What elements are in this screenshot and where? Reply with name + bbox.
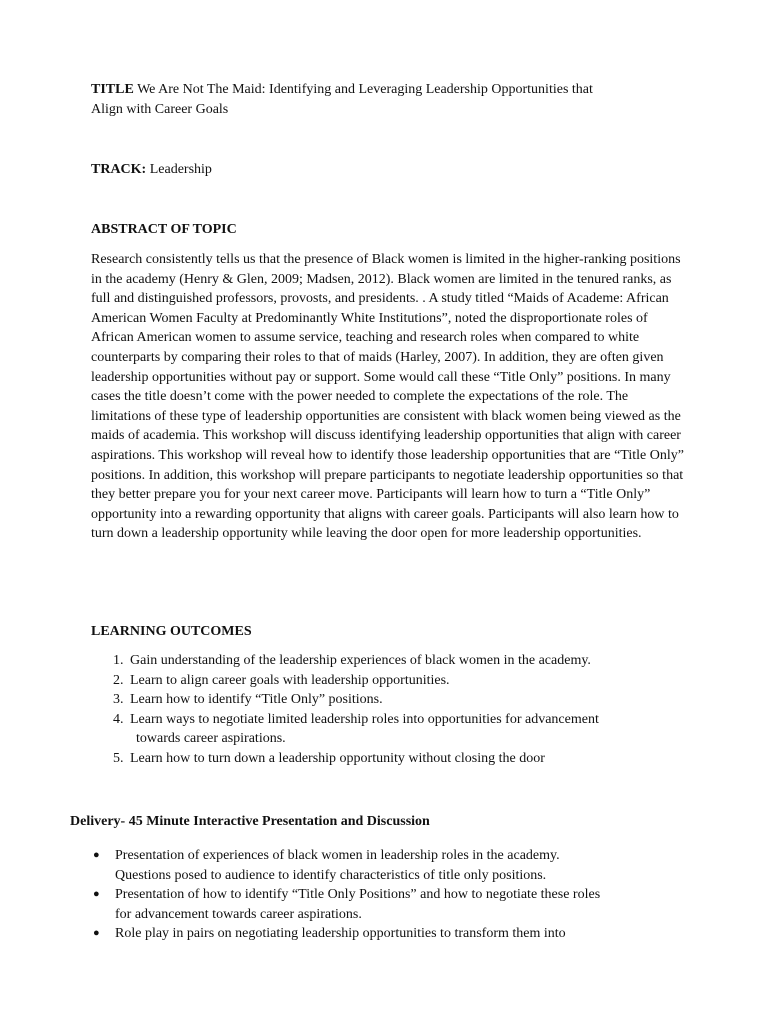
outcome-number: 3. [113,692,124,708]
delivery-text-line2: Questions posed to audience to identify characteristics of title only positions. [115,867,547,883]
outcome-text: Learn ways to negotiate limited leadership roles into opportunities for advancement [130,711,599,727]
title-text-line2: Align with Career Goals [91,101,229,117]
delivery-list [93,846,673,944]
title-text: We Are Not The Maid: Identifying and Leveraging Leadership Opportunities that [137,82,593,97]
outcome-number: 1. [113,653,124,668]
delivery-text: Presentation of experiences of black women in leadership roles in the academy. [115,848,560,863]
outcome-text: Learn to align career goals with leadership opportunities. [130,672,450,688]
outcome-text: Gain understanding of the leadership experiences of black women in the academy. [130,653,591,668]
outcome-item [113,690,673,710]
delivery-item [93,885,673,924]
outcome-number: 4. [113,711,124,727]
outcome-text-continued: towards career aspirations. [136,731,286,747]
outcome-number: 2. [113,672,124,688]
delivery-text: Presentation of how to identify “Title Only Positions” and how to negotiate these roles [115,887,601,903]
delivery-text-line2: for advancement towards career aspirations. [115,906,362,922]
outcome-number: 5. [113,750,124,766]
outcome-item [113,710,673,749]
track-value: Leadership [149,162,212,177]
delivery-item [93,846,673,885]
outcome-item [113,671,673,691]
abstract-heading: ABSTRACT OF TOPIC [91,222,237,237]
outcome-text: Learn how to identify “Title Only” positions. [130,692,383,708]
track-label: TRACK: [91,162,147,177]
outcome-item [113,749,673,769]
outcome-text: Learn how to turn down a leadership opportunity without closing the door [130,750,545,766]
learning-outcomes-list [113,651,673,769]
outcome-item [113,651,673,671]
title-block [91,80,681,119]
bullet-icon: ● [93,888,100,901]
track-line [91,160,212,180]
abstract-body: Research consistently tells us that the presence of Black women is limited in the higher-ranking positions in the academy (Henry & Glen, 2009; Madsen, 2012). Black women are limited in the tenured ranks, as full and distinguished professors, provosts, and presidents. . A study titled “Maids of Academe: African American Women Faculty at Predominantly White Institutions”, noted the disproportionate roles of African American women to assume service, teaching and research roles when compared to white counterparts by comparing their roles to that of maids (Harley, 2007). In addition, they are often given leadership opportunities without pay or support. Some would call these “Title Only” positions. In many cases the title doesn’t come with the power needed to complete the expectations of the role. The limitations of these type of leadership opportunities are consistent with black women being viewed as the maids of academia. This workshop will discuss identifying leadership opportunities that align with career aspirations. This workshop will reveal how to identify those leadership opportunities that are “Title Only” positions. In addition, this workshop will prepare participants to negotiate leadership opportunities so that they better prepare you for your next career move. Participants will learn how to turn a “Title Only” opportunity into a rewarding opportunity that aligns with career goals. Participants will also learn how to turn down a leadership opportunity while leaving the door open for more leadership opportunities. [91,252,684,542]
title-label: TITLE [91,82,134,97]
delivery-item [93,924,673,944]
learning-outcomes-heading: LEARNING OUTCOMES [91,624,252,639]
delivery-text: Role play in pairs on negotiating leadership opportunities to transform them into [115,926,566,942]
delivery-heading: Delivery- 45 Minute Interactive Presentation and Discussion [70,814,430,829]
bullet-icon: ● [93,927,100,940]
bullet-icon: ● [93,849,100,861]
